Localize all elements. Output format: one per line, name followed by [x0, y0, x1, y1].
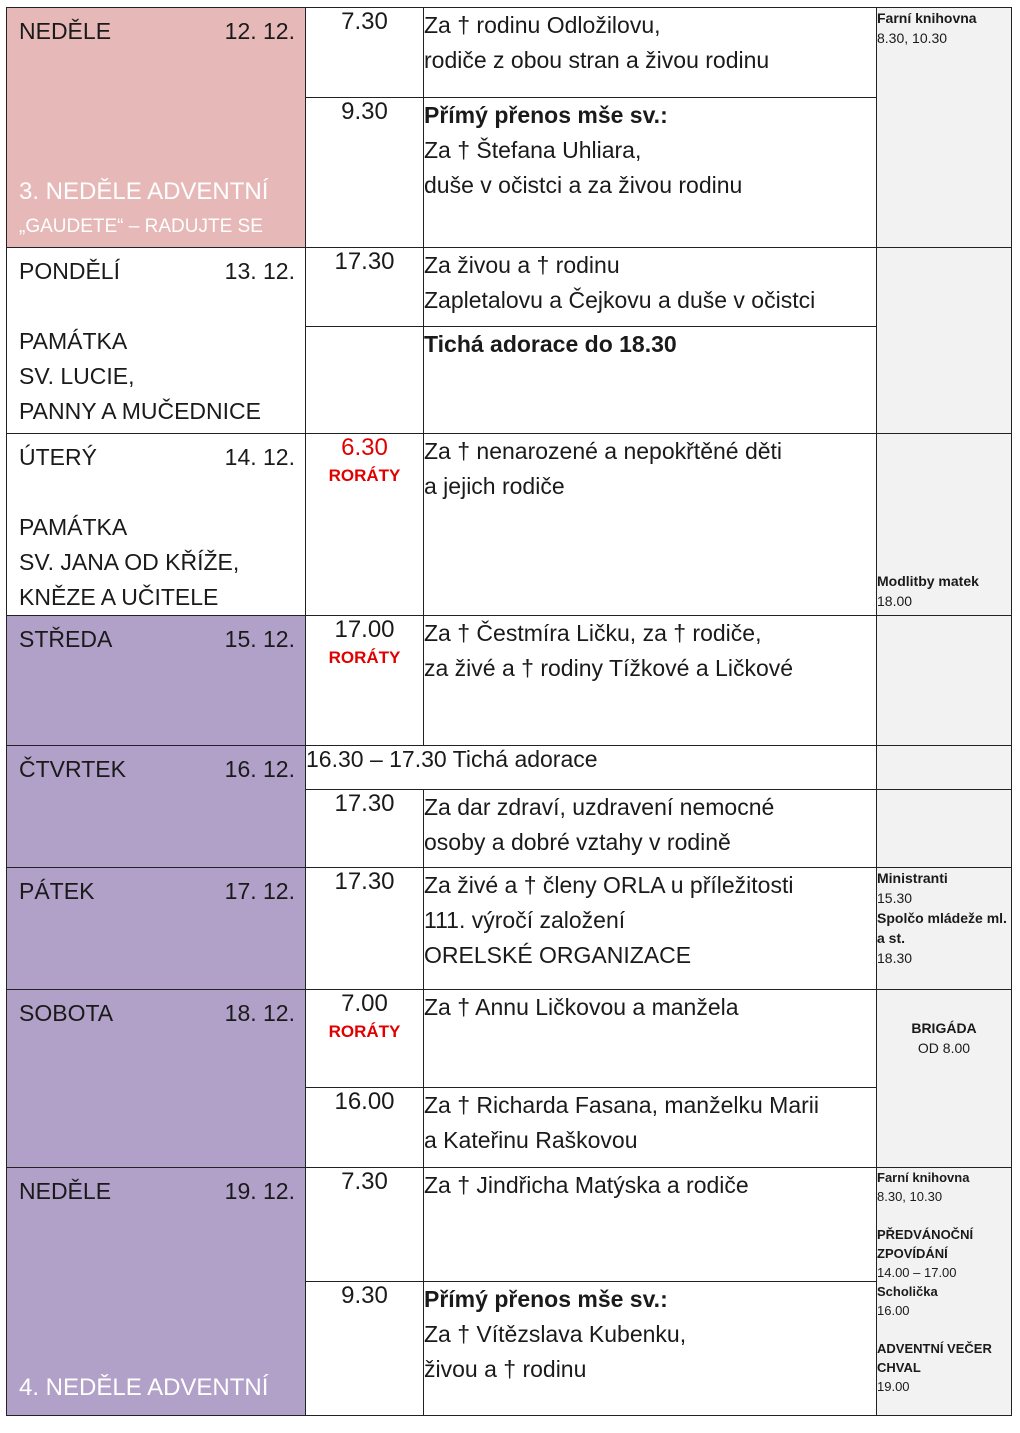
roraty-label: RORÁTY: [328, 466, 401, 485]
day-name: PONDĚLÍ: [19, 258, 120, 284]
mass-intention: Za dar zdraví, uzdravení nemocné osoby a dobré vztahy v rodině: [424, 790, 877, 868]
day-name: NEDĚLE: [19, 18, 112, 44]
side-events: BRIGÁDA OD 8.00: [877, 990, 1012, 1168]
day-name: ÚTERÝ: [19, 444, 97, 470]
mass-intention: Za živou a † rodinu Zapletalovu a Čejkovu a duše v očistci: [424, 248, 877, 327]
mass-time: 7.30: [306, 8, 424, 98]
mass-intention: Za živé a † členy ORLA u příležitosti 111. výročí založení ORELSKÉ ORGANIZACE: [424, 868, 877, 990]
day-cell-tuesday-14: [7, 434, 306, 616]
mass-time: 7.00 RORÁTY: [306, 990, 424, 1088]
day-cell-saturday-18: [7, 990, 306, 1168]
mass-time: 17.30: [306, 248, 424, 327]
day-cell-sunday-19: [7, 1168, 306, 1416]
side-events: Modlitby matek 18.00: [877, 434, 1012, 616]
side-events: Farní knihovna 8.30, 10.30 PŘEDVÁNOČNÍ ZPOVÍDÁNÍ 14.00 – 17.00 Scholička 16.00 ADVENTNÍ VEČER CHVAL 19.00: [877, 1168, 1012, 1416]
side-events: Farní knihovna 8.30, 10.30: [877, 8, 1012, 248]
side-events: [877, 248, 1012, 434]
day-name: SOBOTA: [19, 1000, 114, 1026]
mass-time: 17.30: [306, 790, 424, 868]
broadcast-heading: Přímý přenos mše sv.:: [424, 1286, 668, 1312]
roraty-label: RORÁTY: [328, 648, 401, 667]
day-date: 14. 12.: [224, 444, 295, 470]
weekly-schedule-table: [6, 7, 1012, 1416]
broadcast-heading: Přímý přenos mše sv.:: [424, 102, 668, 128]
mass-time: 17.00 RORÁTY: [306, 616, 424, 746]
roraty-label: RORÁTY: [328, 1022, 401, 1041]
day-name: STŘEDA: [19, 626, 113, 652]
mass-time: 9.30: [306, 1282, 424, 1416]
side-events: [877, 790, 1012, 868]
mass-time: 16.00: [306, 1088, 424, 1168]
mass-intention: Za † Richarda Fasana, manželku Marii a Kateřinu Raškovou: [424, 1088, 877, 1168]
sunday-motto: „GAUDETE“ – RADUJTE SE: [19, 216, 263, 237]
mass-time: 17.30: [306, 868, 424, 990]
mass-time: [306, 327, 424, 434]
day-cell-friday-17: [7, 868, 306, 990]
day-date: 19. 12.: [224, 1178, 295, 1204]
mass-intention: Za † Čestmíra Ličku, za † rodiče, za živé a † rodiny Tížkové a Ličkové: [424, 616, 877, 746]
sunday-title: 4. NEDĚLE ADVENTNÍ: [19, 1374, 269, 1401]
feast-note: PAMÁTKA SV. LUCIE, PANNY A MUČEDNICE: [19, 328, 261, 424]
day-cell-thursday-16: [7, 746, 306, 868]
day-date: 12. 12.: [224, 18, 295, 44]
mass-intention: Přímý přenos mše sv.: Za † Štefana Uhliara, duše v očistci a za živou rodinu: [424, 98, 877, 248]
side-events: Ministranti 15.30 Spolčo mládeže ml. a st. 18.30: [877, 868, 1012, 990]
mass-intention: Za † Annu Ličkovou a manžela: [424, 990, 877, 1088]
feast-note: PAMÁTKA SV. JANA OD KŘÍŽE, KNĚZE A UČITELE: [19, 514, 240, 610]
day-cell-monday-13: [7, 248, 306, 434]
day-name: NEDĚLE: [19, 1178, 112, 1204]
day-cell-wednesday-15: [7, 616, 306, 746]
day-date: 15. 12.: [224, 626, 295, 652]
mass-time: 6.30 RORÁTY: [306, 434, 424, 616]
mass-time: 9.30: [306, 98, 424, 248]
mass-intention: Přímý přenos mše sv.: Za † Vítězslava Kubenku, živou a † rodinu: [424, 1282, 877, 1416]
day-name: ČTVRTEK: [19, 756, 126, 782]
adoration-note: 16.30 – 17.30 Tichá adorace: [306, 746, 877, 790]
day-cell-sunday-12: [7, 8, 306, 248]
day-date: 17. 12.: [224, 878, 295, 904]
day-date: 13. 12.: [224, 258, 295, 284]
mass-intention: Za † rodinu Odložilovu, rodiče z obou stran a živou rodinu: [424, 8, 877, 98]
sunday-title: 3. NEDĚLE ADVENTNÍ: [19, 178, 269, 205]
side-events: [877, 616, 1012, 746]
day-date: 16. 12.: [224, 756, 295, 782]
mass-time: 7.30: [306, 1168, 424, 1282]
day-date: 18. 12.: [224, 1000, 295, 1026]
side-events: [877, 746, 1012, 790]
day-name: PÁTEK: [19, 878, 95, 904]
mass-intention: Za † Jindřicha Matýska a rodiče: [424, 1168, 877, 1282]
adoration-note: Tichá adorace do 18.30: [424, 327, 877, 434]
mass-intention: Za † nenarozené a nepokřtěné děti a jejich rodiče: [424, 434, 877, 616]
